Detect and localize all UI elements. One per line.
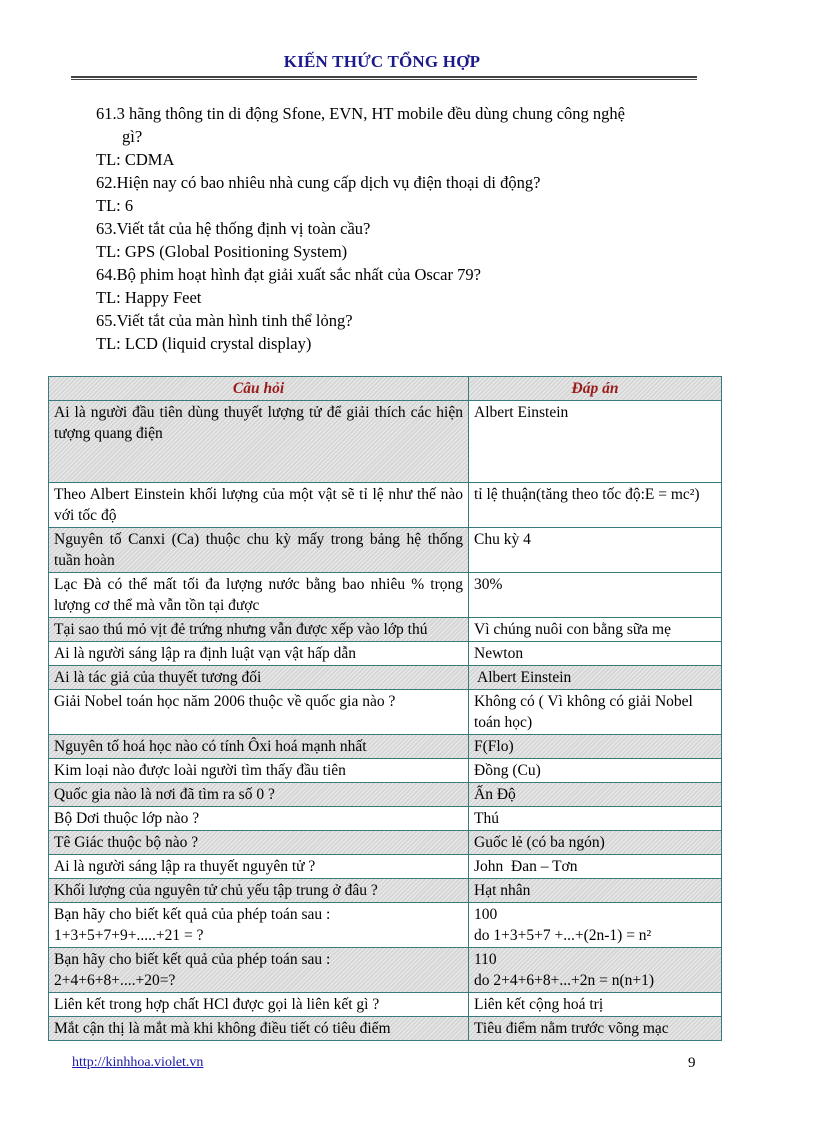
- answer-line: 100: [474, 906, 498, 923]
- table-row: [49, 666, 722, 690]
- answer-cell: Đồng (Cu): [469, 759, 722, 783]
- question-cell: Quốc gia nào là nơi đã tìm ra số 0 ?: [49, 783, 469, 807]
- page-number: 9: [688, 1055, 696, 1071]
- answer-cell: Newton: [469, 642, 722, 666]
- question-cell: Giải Nobel toán học năm 2006 thuộc về quốc gia nào ?: [49, 690, 469, 735]
- table-row: [49, 573, 722, 618]
- answer-cell: Tiêu điểm nằm trước võng mạc: [469, 1017, 722, 1041]
- question-cell: Mắt cận thị là mắt mà khi không điều tiết có tiêu điểm: [49, 1017, 469, 1041]
- answer-cell: [469, 948, 722, 993]
- table-row: [49, 759, 722, 783]
- question-64: 64.Bộ phim hoạt hình đạt giải xuất sắc nhất của Oscar 79?: [96, 265, 481, 284]
- answer-cell: 30%: [469, 573, 722, 618]
- answer-cell: Albert Einstein: [469, 666, 722, 690]
- answer-line: do 1+3+5+7 +...+(2n-1) = n²: [474, 927, 652, 944]
- answer-cell: Thú: [469, 807, 722, 831]
- answer-cell: Guốc lẻ (có ba ngón): [469, 831, 722, 855]
- question-line: 1+3+5+7+9+.....+21 = ?: [54, 927, 204, 944]
- question-61-line2: gì?: [122, 127, 143, 146]
- answer-61: TL: CDMA: [96, 150, 175, 169]
- answer-64: TL: Happy Feet: [96, 288, 202, 307]
- table-row: [49, 401, 722, 483]
- question-cell: Ai là người đầu tiên dùng thuyết lượng tử để giải thích các hiện tượng quang điện: [49, 401, 469, 483]
- answer-cell: Hạt nhân: [469, 879, 722, 903]
- table-row: [49, 735, 722, 759]
- answer-line: do 2+4+6+8+...+2n = n(n+1): [474, 972, 655, 989]
- table-row: [49, 642, 722, 666]
- answer-cell: Vì chúng nuôi con bằng sữa mẹ: [469, 618, 722, 642]
- answer-cell: tỉ lệ thuận(tăng theo tốc độ:E = mc²): [469, 483, 722, 528]
- answer-cell: Ấn Độ: [469, 783, 722, 807]
- table-header-row: [49, 377, 722, 401]
- question-cell: [49, 948, 469, 993]
- qa-list: [96, 102, 706, 355]
- table-row: [49, 993, 722, 1017]
- table-row: [49, 1017, 722, 1041]
- table-row: [49, 948, 722, 993]
- footer-website-link[interactable]: http://kinhhoa.violet.vn: [72, 1055, 204, 1070]
- question-61: [96, 102, 706, 148]
- question-65: 65.Viết tắt của màn hình tinh thể lỏng?: [96, 311, 353, 330]
- answer-62: TL: 6: [96, 196, 134, 215]
- question-cell: Ai là người sáng lập ra định luật vạn vật hấp dẫn: [49, 642, 469, 666]
- question-cell: Theo Albert Einstein khối lượng của một vật sẽ tỉ lệ như thế nào với tốc độ: [49, 483, 469, 528]
- question-line: Bạn hãy cho biết kết quả của phép toán sau :: [54, 906, 331, 923]
- header-divider: [71, 76, 697, 80]
- table-row: [49, 831, 722, 855]
- question-cell: Ai là người sáng lập ra thuyết nguyên tử ?: [49, 855, 469, 879]
- answer-cell: F(Flo): [469, 735, 722, 759]
- question-line: Bạn hãy cho biết kết quả của phép toán sau :: [54, 951, 331, 968]
- question-63: 63.Viết tắt của hệ thống định vị toàn cầu?: [96, 219, 371, 238]
- table-row: [49, 618, 722, 642]
- answer-65: TL: LCD (liquid crystal display): [96, 334, 312, 353]
- table-row: [49, 879, 722, 903]
- table-row: [49, 855, 722, 879]
- answer-cell: Liên kết cộng hoá trị: [469, 993, 722, 1017]
- answer-cell: [469, 903, 722, 948]
- table-row: [49, 807, 722, 831]
- column-header-question: Câu hỏi: [49, 377, 469, 401]
- answer-cell: Albert Einstein: [469, 401, 722, 483]
- question-cell: Lạc Đà có thể mất tối đa lượng nước bằng bao nhiêu % trọng lượng cơ thể mà vẫn tồn tại được: [49, 573, 469, 618]
- question-cell: Bộ Dơi thuộc lớp nào ?: [49, 807, 469, 831]
- question-cell: Khối lượng của nguyên tử chủ yếu tập trung ở đâu ?: [49, 879, 469, 903]
- question-cell: Liên kết trong hợp chất HCl được gọi là liên kết gì ?: [49, 993, 469, 1017]
- question-cell: Tại sao thú mỏ vịt đẻ trứng nhưng vẫn được xếp vào lớp thú: [49, 618, 469, 642]
- quiz-table: [48, 376, 722, 1041]
- table-row: [49, 903, 722, 948]
- question-cell: Kim loại nào được loài người tìm thấy đầu tiên: [49, 759, 469, 783]
- question-cell: Tê Giác thuộc bộ nào ?: [49, 831, 469, 855]
- question-cell: Nguyên tố hoá học nào có tính Ôxi hoá mạnh nhất: [49, 735, 469, 759]
- question-cell: Ai là tác giả của thuyết tương đối: [49, 666, 469, 690]
- question-cell: Nguyên tố Canxi (Ca) thuộc chu kỳ mấy trong bảng hệ thống tuần hoàn: [49, 528, 469, 573]
- table-row: [49, 783, 722, 807]
- table-row: [49, 528, 722, 573]
- answer-cell: John Đan – Tơn: [469, 855, 722, 879]
- table-row: [49, 483, 722, 528]
- answer-cell: Chu kỳ 4: [469, 528, 722, 573]
- column-header-answer: Đáp án: [469, 377, 722, 401]
- question-62: 62.Hiện nay có bao nhiêu nhà cung cấp dịch vụ điện thoại di động?: [96, 173, 541, 192]
- page-header-title: KIẾN THỨC TỔNG HỢP: [283, 52, 481, 71]
- answer-cell: Không có ( Vì không có giải Nobel toán học): [469, 690, 722, 735]
- answer-line: 110: [474, 951, 497, 968]
- question-61-line1: 61.3 hãng thông tin di động Sfone, EVN, HT mobile đều dùng chung công nghệ: [96, 104, 626, 123]
- question-cell: [49, 903, 469, 948]
- answer-63: TL: GPS (Global Positioning System): [96, 242, 348, 261]
- question-line: 2+4+6+8+....+20=?: [54, 972, 176, 989]
- table-row: [49, 690, 722, 735]
